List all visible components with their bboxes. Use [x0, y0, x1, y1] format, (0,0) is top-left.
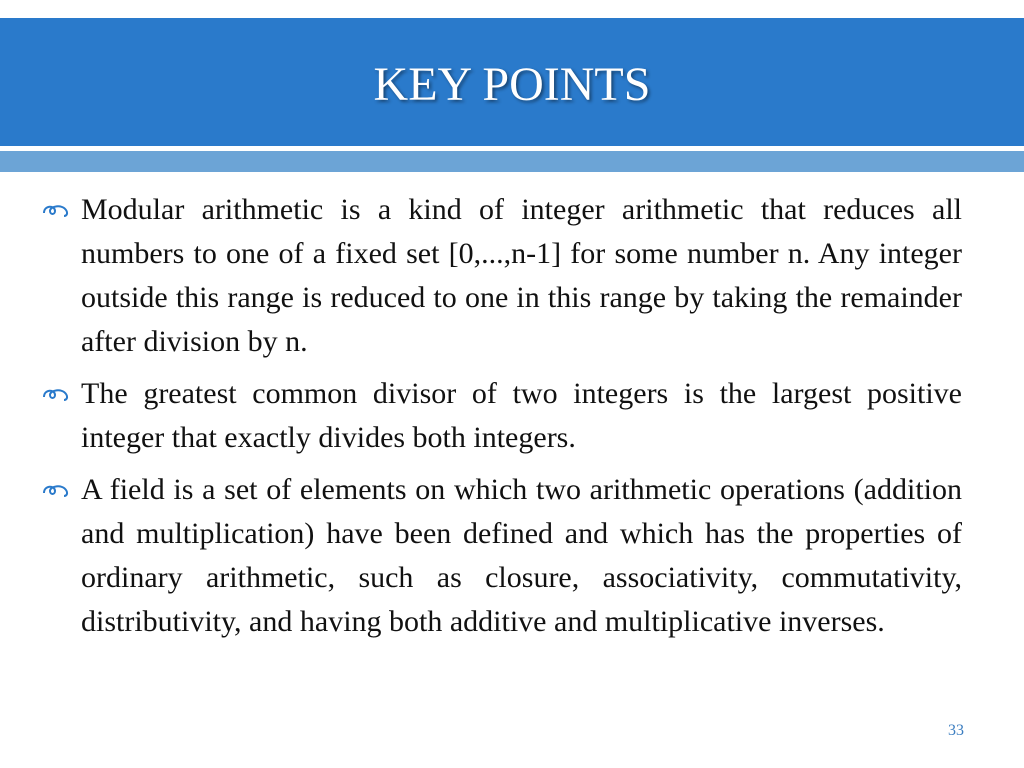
bullet-text: The greatest common divisor of two integers is the largest positive integer that exactly divides both integers. — [81, 377, 962, 454]
bullet-text: Modular arithmetic is a kind of integer arithmetic that reduces all numbers to one of a fixed set [0,...,n-1] for some number n. Any integer outside this range is reduced to one in this range by taking the remainder after division by n. — [81, 193, 962, 358]
bullet-item — [42, 188, 962, 364]
bullet-list — [42, 188, 962, 652]
slide-title: KEY POINTS — [373, 58, 651, 111]
bullet-item — [42, 372, 962, 460]
bullet-item — [42, 468, 962, 644]
page-number: 33 — [948, 722, 964, 739]
accent-bar — [0, 151, 1024, 172]
top-margin — [0, 0, 1024, 18]
curl-bullet-icon — [42, 200, 70, 220]
curl-bullet-icon — [42, 480, 70, 500]
bullet-text: A field is a set of elements on which two arithmetic operations (addition and multiplication) have been defined and which has the properties of ordinary arithmetic, such as closure, associativity, commutativity, distributivity, and having both additive and multiplicative inverses. — [81, 473, 962, 638]
curl-bullet-icon — [42, 384, 70, 404]
